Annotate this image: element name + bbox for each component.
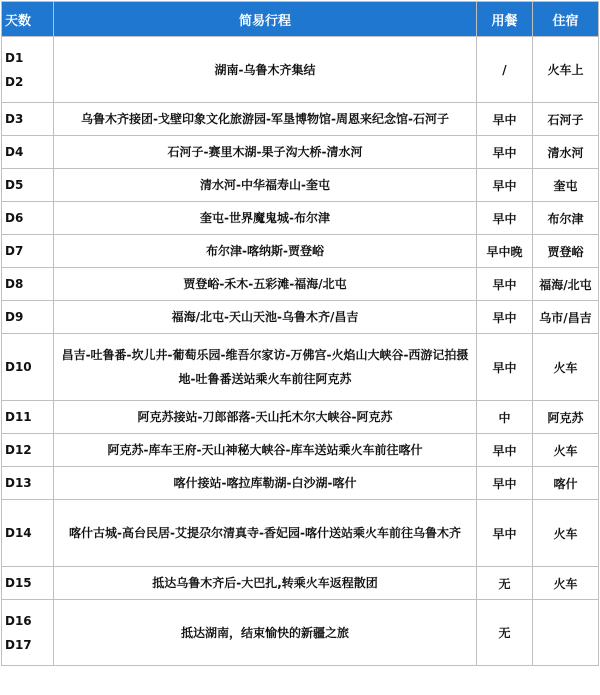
stay-cell: 火车上 (533, 37, 599, 103)
day-cell (2, 600, 54, 666)
route-cell: 福海/北屯-天山天池-乌鲁木齐/昌吉 (54, 301, 477, 334)
table-row (2, 136, 599, 169)
day-label: D4 (5, 145, 24, 159)
day-cell (2, 401, 54, 434)
day-label: D5 (5, 178, 24, 192)
day-label: D7 (5, 244, 24, 258)
day-label: D15 (5, 576, 32, 590)
route-cell: 昌吉-吐鲁番-坎儿井-葡萄乐园-维吾尔家访-万佛宫-火焰山大峡谷-西游记拍摄地-吐鲁番送站乘火车前往阿克苏 (54, 334, 477, 401)
day-label: D11 (5, 410, 32, 424)
day-label: D3 (5, 112, 24, 126)
stay-cell: 阿克苏 (533, 401, 599, 434)
table-row (2, 467, 599, 500)
meal-cell: 早中 (477, 434, 533, 467)
day-cell (2, 136, 54, 169)
meal-cell: 早中 (477, 301, 533, 334)
meal-cell: 早中 (477, 103, 533, 136)
route-cell: 石河子-赛里木湖-果子沟大桥-清水河 (54, 136, 477, 169)
table-row (2, 235, 599, 268)
table-row (2, 37, 599, 103)
day-cell (2, 434, 54, 467)
day-cell (2, 334, 54, 401)
route-cell: 阿克苏接站-刀郎部落-天山托木尔大峡谷-阿克苏 (54, 401, 477, 434)
meal-cell: / (477, 37, 533, 103)
table-row (2, 567, 599, 600)
itinerary-table (1, 1, 599, 666)
route-cell: 贾登峪-禾木-五彩滩-福海/北屯 (54, 268, 477, 301)
day-cell (2, 235, 54, 268)
meal-cell: 早中 (477, 268, 533, 301)
table-row (2, 103, 599, 136)
stay-cell: 火车 (533, 567, 599, 600)
meal-cell: 无 (477, 567, 533, 600)
day-label: D12 (5, 443, 32, 457)
stay-cell: 火车 (533, 500, 599, 567)
stay-cell: 清水河 (533, 136, 599, 169)
day-label: D16 (5, 613, 32, 628)
meal-cell: 无 (477, 600, 533, 666)
day-label: D1 (5, 50, 24, 65)
route-cell: 乌鲁木齐接团-戈壁印象文化旅游园-军垦博物馆-周恩来纪念馆-石河子 (54, 103, 477, 136)
day-label: D14 (5, 526, 32, 540)
stay-cell: 贾登峪 (533, 235, 599, 268)
day-cell (2, 169, 54, 202)
table-row (2, 301, 599, 334)
table-row (2, 600, 599, 666)
meal-cell: 早中 (477, 136, 533, 169)
route-cell: 湖南-乌鲁木齐集结 (54, 37, 477, 103)
day-label: D8 (5, 277, 24, 291)
header-row (2, 2, 599, 37)
day-cell (2, 467, 54, 500)
table-row (2, 268, 599, 301)
header-stay: 住宿 (533, 2, 599, 37)
stay-cell: 火车 (533, 434, 599, 467)
day-cell (2, 500, 54, 567)
stay-cell: 福海/北屯 (533, 268, 599, 301)
day-cell (2, 103, 54, 136)
meal-cell: 早中晚 (477, 235, 533, 268)
meal-cell: 早中 (477, 467, 533, 500)
route-cell: 奎屯-世界魔鬼城-布尔津 (54, 202, 477, 235)
day-cell (2, 202, 54, 235)
day-label: D13 (5, 476, 32, 490)
day-label: D9 (5, 310, 24, 324)
day-label: D17 (5, 637, 32, 652)
table-row (2, 334, 599, 401)
stay-cell: 喀什 (533, 467, 599, 500)
meal-cell: 早中 (477, 202, 533, 235)
table-row (2, 500, 599, 567)
day-cell (2, 37, 54, 103)
header-route: 简易行程 (54, 2, 477, 37)
route-cell: 喀什接站-喀拉库勒湖-白沙湖-喀什 (54, 467, 477, 500)
stay-cell: 布尔津 (533, 202, 599, 235)
day-label: D6 (5, 211, 24, 225)
route-cell: 喀什古城-高台民居-艾提尕尔清真寺-香妃园-喀什送站乘火车前往乌鲁木齐 (54, 500, 477, 567)
meal-cell: 早中 (477, 334, 533, 401)
table-row (2, 434, 599, 467)
header-meal: 用餐 (477, 2, 533, 37)
day-label: D10 (5, 360, 32, 374)
route-cell: 阿克苏-库车王府-天山神秘大峡谷-库车送站乘火车前往喀什 (54, 434, 477, 467)
day-label: D2 (5, 74, 24, 89)
route-cell: 抵达湖南，结束愉快的新疆之旅 (54, 600, 477, 666)
route-cell: 抵达乌鲁木齐后-大巴扎,转乘火车返程散团 (54, 567, 477, 600)
table-row (2, 169, 599, 202)
day-cell (2, 268, 54, 301)
table-row (2, 202, 599, 235)
route-cell: 布尔津-喀纳斯-贾登峪 (54, 235, 477, 268)
day-cell (2, 567, 54, 600)
day-cell (2, 301, 54, 334)
stay-cell: 奎屯 (533, 169, 599, 202)
header-day: 天数 (2, 2, 54, 37)
stay-cell: 乌市/昌吉 (533, 301, 599, 334)
meal-cell: 早中 (477, 169, 533, 202)
meal-cell: 中 (477, 401, 533, 434)
meal-cell: 早中 (477, 500, 533, 567)
route-cell: 清水河-中华福寿山-奎屯 (54, 169, 477, 202)
stay-cell (533, 600, 599, 666)
stay-cell: 火车 (533, 334, 599, 401)
stay-cell: 石河子 (533, 103, 599, 136)
table-row (2, 401, 599, 434)
